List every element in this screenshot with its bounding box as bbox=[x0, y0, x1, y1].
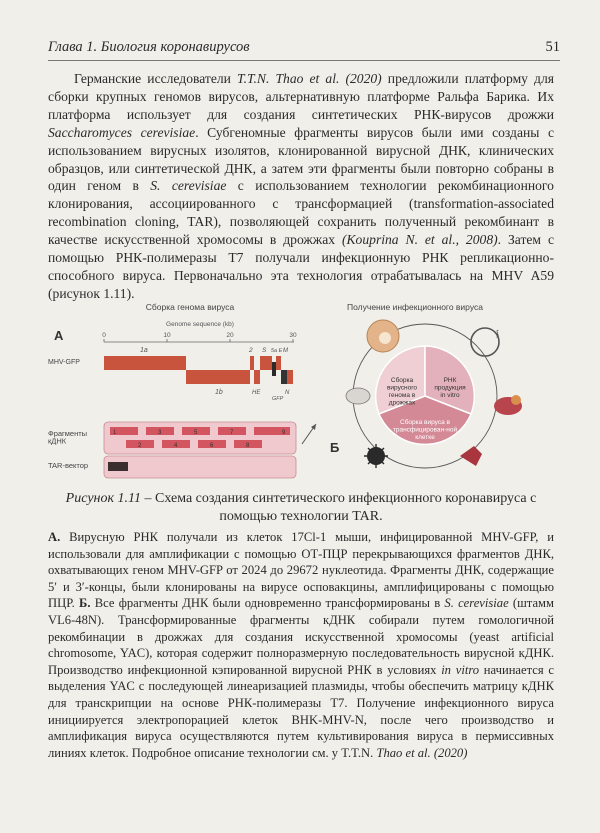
tar-vector-bar bbox=[108, 462, 128, 471]
pie-label-assembly: Сборка вирусного генома в дрожжах bbox=[386, 377, 418, 407]
tick-label: 30 bbox=[289, 332, 297, 339]
fragment-label: 3 bbox=[158, 430, 162, 436]
gene-gfp-label: GFP bbox=[272, 396, 284, 402]
citation-thao: T.T.N. Thao et al. (2020) bbox=[237, 71, 382, 86]
fragments-box bbox=[104, 422, 296, 454]
orf-1a-label: 1a bbox=[140, 347, 148, 354]
fragment-label: 4 bbox=[174, 443, 178, 449]
orf-gfp bbox=[281, 370, 287, 384]
figure-caption: Рисунок 1.11 – Схема создания синтетического инфекционного коронавируса с помощью технологии TAR. bbox=[65, 491, 537, 524]
mhv-gfp-label: MHV-GFP bbox=[48, 359, 80, 366]
tar-vector-label: TAR-вектор bbox=[48, 461, 89, 470]
axis-title: Genome sequence (kb) bbox=[166, 321, 234, 328]
plasmid-icon bbox=[471, 328, 499, 356]
tar-vector-box bbox=[104, 456, 296, 478]
body-paragraph: Германские исследователи T.T.N. Thao et al. (2020) предложили платформу для сборки крупных геномов вирусов, альтернативную платформе Ральфа Барика. Их платформа использует для создания синтетических РНК-вирусов дрожжи Saccharomyces cerevisiae. Субгеномные фрагменты вирусов были ими созданы с использованием вирусных изолятов, клонированной вирусной ДНК, клинических образцов, или синтетической ДНК, а затем эти фрагменты были повторно собраны в один геном в S. cerevisiae с использованием технологии рекомбинационного клонирования, ассоциированного с трансформацией (transformation-associated recombination cloning, TAR), позволяющей сохранить полученный рекомбинант в качестве искусственной хромосомы в дрожжах (Kouprina N. et al., 2008). Затем с помощью РНК-полимеразы T7 получали инфекционную РНК репликационно-способного вируса. Первоначально эта технология отрабатывалась на MHV A59 (рисунок 1.11). bbox=[48, 71, 555, 301]
gene-n-label: N bbox=[285, 390, 290, 396]
orf-1b-label: 1b bbox=[215, 389, 223, 396]
figure-1-11 bbox=[40, 296, 560, 486]
fragment-label: 6 bbox=[210, 443, 214, 449]
panel-a-label: А bbox=[54, 328, 64, 343]
species-name: Saccharomyces cerevisiae bbox=[48, 124, 196, 140]
citation-kouprina: (Kouprina N. et al., 2008) bbox=[341, 232, 498, 248]
fragment-label: 7 bbox=[230, 430, 234, 436]
figure-title-left: Сборка генома вируса bbox=[145, 302, 235, 312]
gene-5ae-label: 5a E bbox=[271, 348, 283, 354]
plasmid-marker-icon: ⟆ bbox=[496, 329, 500, 338]
tick-label: 20 bbox=[226, 332, 234, 339]
fragment-label: 2 bbox=[138, 443, 142, 449]
tick-label: 10 bbox=[163, 332, 171, 339]
figure-title-right: Получение инфекционного вируса bbox=[347, 302, 483, 312]
arrow-head bbox=[311, 424, 316, 430]
fragment-label: 8 bbox=[246, 443, 250, 449]
fragments-label: Фрагменты кДНК bbox=[48, 429, 88, 446]
pie-label-rna: РНК продукция in vitro bbox=[434, 377, 466, 399]
fragment-label: 5 bbox=[194, 430, 198, 436]
gene-he-label: HE bbox=[252, 390, 261, 396]
gene-2-label: 2 bbox=[249, 347, 253, 354]
orf-1b bbox=[186, 370, 250, 384]
fragment-row-top bbox=[110, 427, 290, 435]
orf-n bbox=[287, 370, 293, 384]
caption-label: Рисунок 1.11 bbox=[65, 491, 141, 506]
orf-2 bbox=[250, 356, 254, 370]
header-rule bbox=[48, 60, 560, 61]
orf-s bbox=[260, 356, 272, 370]
panel-b-label: Б bbox=[330, 440, 340, 455]
pie-label-virus-assembly: Сборка вируса в трансфицирован-ной клетке bbox=[392, 419, 458, 441]
fragment-label: 1 bbox=[113, 430, 117, 436]
page-number: 51 bbox=[545, 39, 560, 55]
infected-cell-icon bbox=[460, 446, 482, 466]
orf-5a-e bbox=[272, 362, 276, 376]
orf-1a bbox=[104, 356, 186, 370]
orf-m bbox=[276, 356, 281, 370]
cells-dish-icon bbox=[346, 388, 370, 404]
axis-ticks bbox=[104, 339, 293, 342]
running-header-chapter: Глава 1. Биология коронавирусов bbox=[48, 39, 250, 55]
fragment-label: 9 bbox=[282, 430, 286, 436]
tick-label: 0 bbox=[102, 332, 106, 339]
gene-m-label: M bbox=[283, 348, 288, 354]
virion-icon bbox=[364, 444, 388, 468]
figure-legend-text: А. Вирусную РНК получали из клеток 17Cl-1 мыши, инфицированной MHV-GFP, и использовали для амплификации с помощью ОТ-ПЦР перекрывающихся фрагментов ДНК, охватывающих геном MHV-GFP от 2024 до 29672 нуклеотида. Фрагменты ДНК, содержащие 5′ и 3′-концы, были клонированы на вирусе осповакцины, амплифицированы с помощью ПЦР. Б. Все фрагменты ДНК были одновременно трансформированы в S. cerevisiae (штамм VL6-48N). Трансформированные фрагменты кДНК собирали путем гомологичной рекомбинации в дрожжах для создания искусственной хромосомы (yeast artificial chromosome, YAC), которая содержит полноразмерную последовательность вирусной кДНК. Производство инфекционной кэпированной вирусной РНК в условиях in vitro начинается с выделения YAC с последующей линеаризацией плазмиды, чтобы обеспечить матрицу кДНК для транскрипции на основе РНК-полимеразы T7. Получение инфекционного вируса инициируется электропорацией клеток BHK-MHV-N, после чего производство и амплификация вируса осуществляются путем культивирования вируса в пермиссивных линиях клеток. Подробное описание технологии см. у T.T.N. Thao et al. (2020) bbox=[48, 530, 554, 760]
orf-he bbox=[254, 370, 260, 384]
gene-s-label: S bbox=[262, 347, 267, 354]
